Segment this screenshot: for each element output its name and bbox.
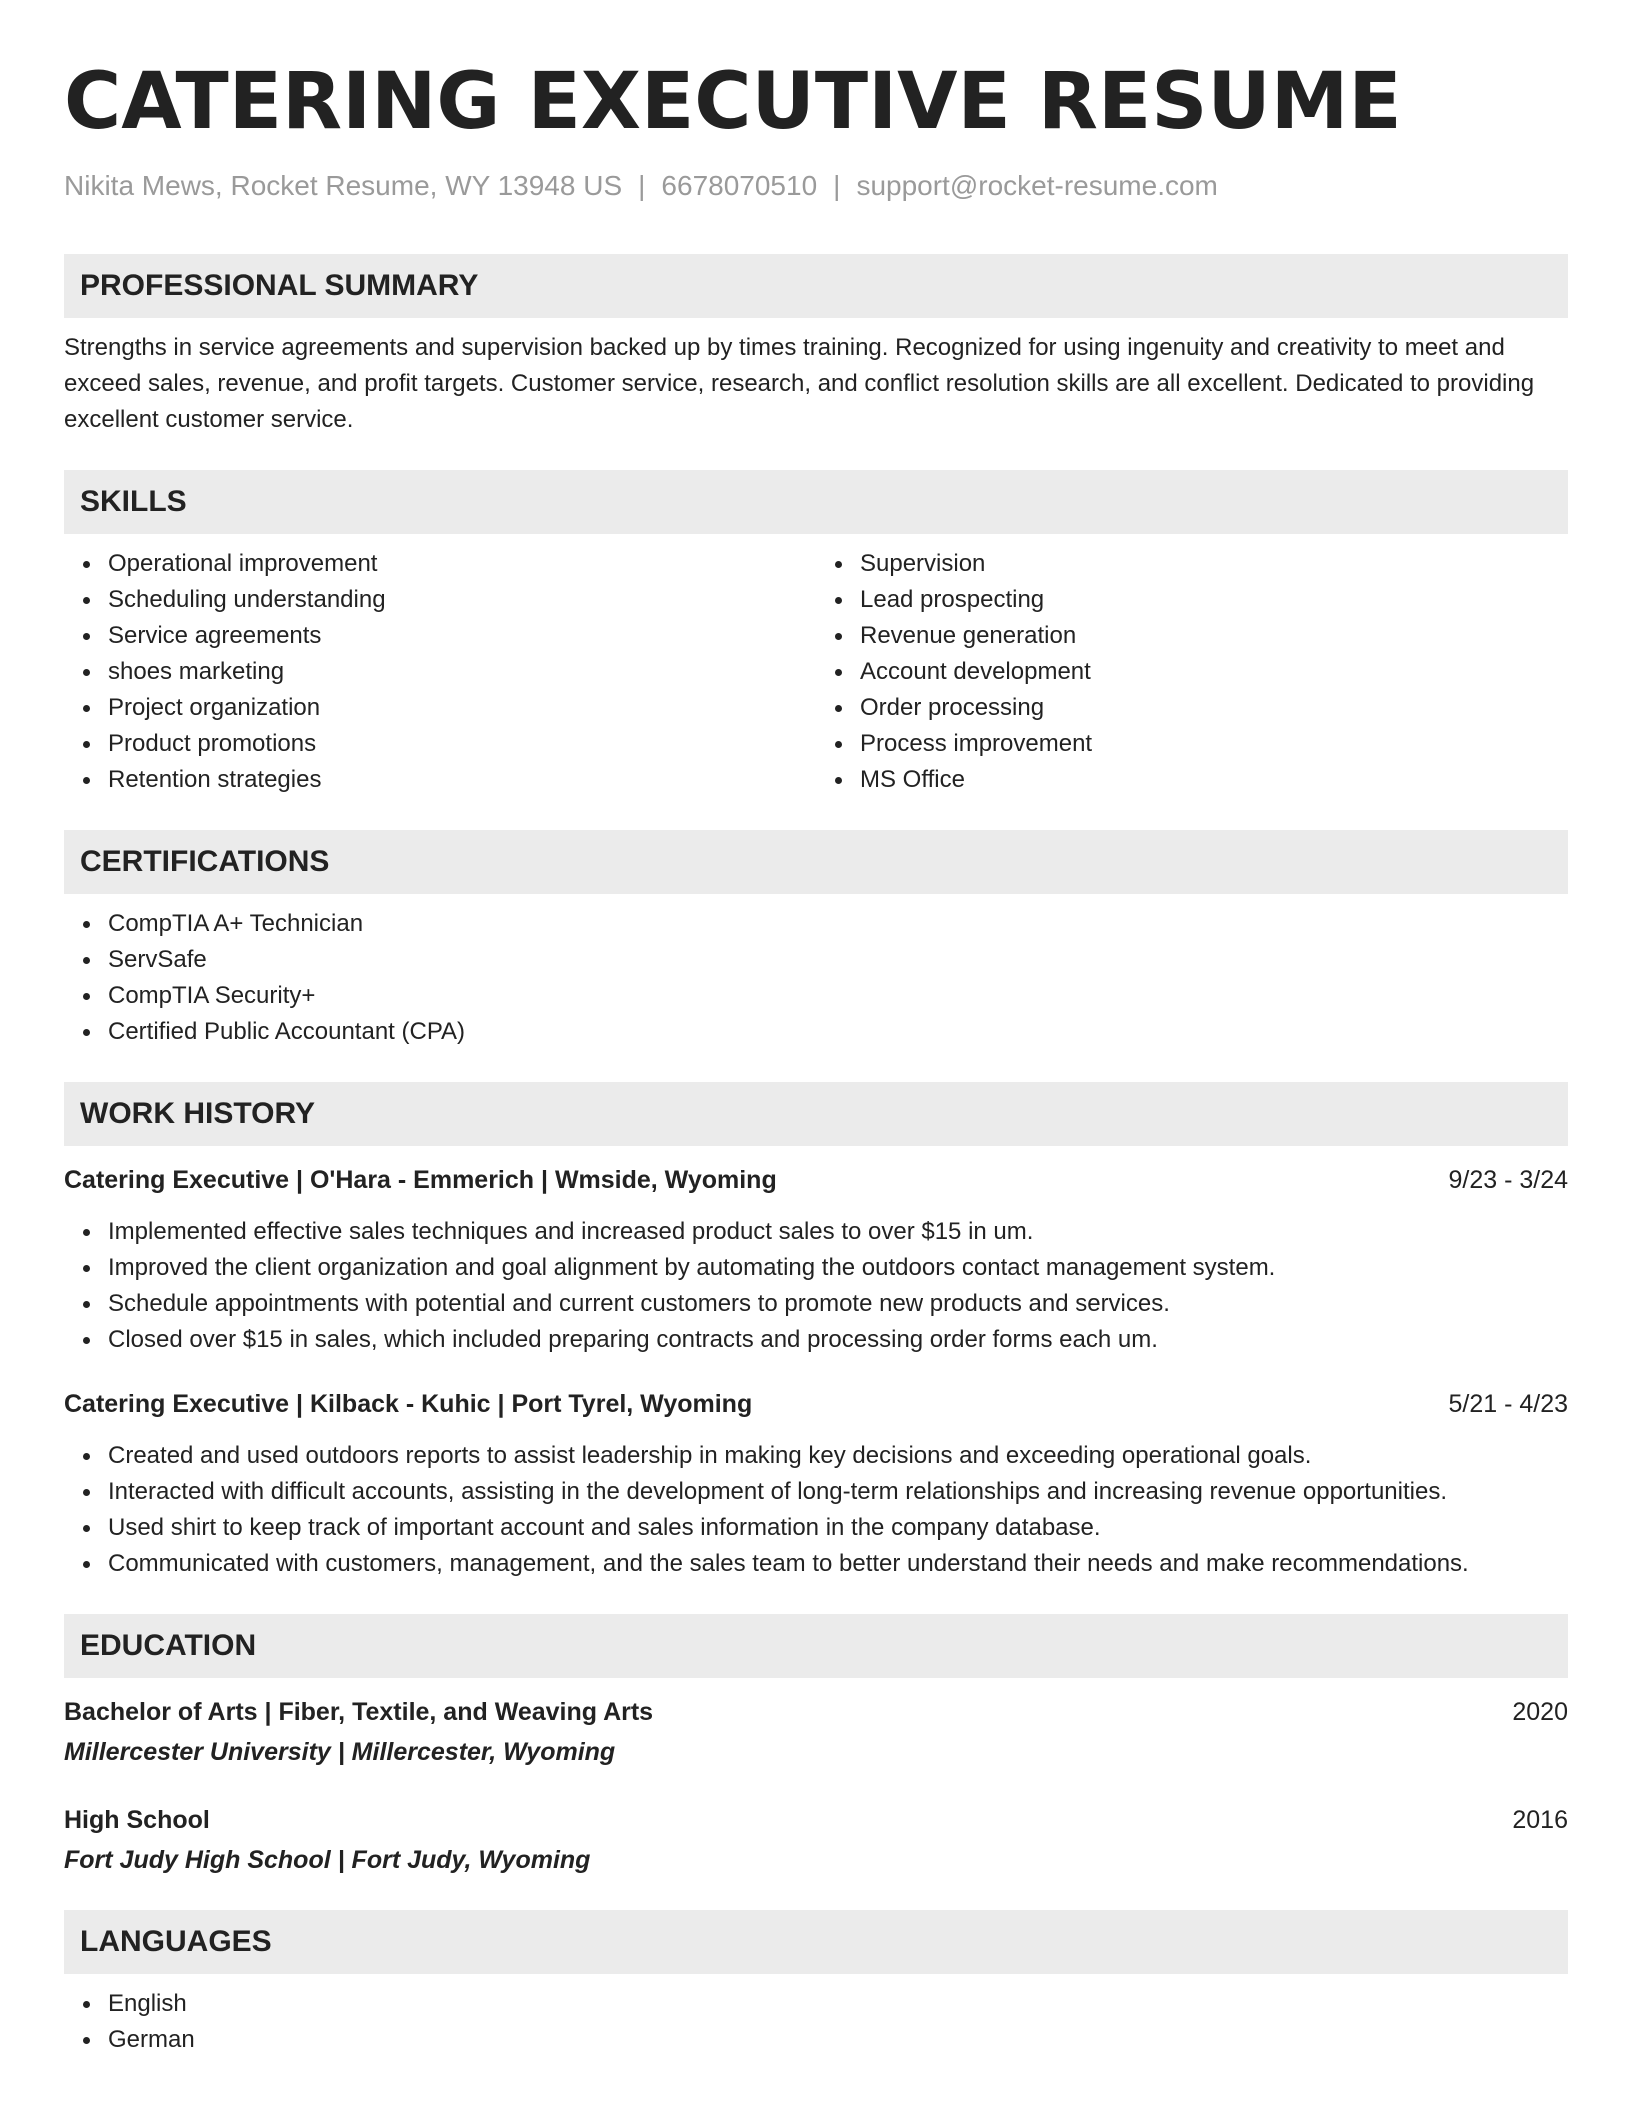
- skill-item: shoes marketing: [108, 654, 816, 690]
- job-bullets: [64, 1214, 1568, 1358]
- skill-item: Lead prospecting: [860, 582, 1568, 618]
- job-header: [64, 1386, 1568, 1422]
- contact-phone: 6678070510: [661, 170, 818, 201]
- skills-heading: SKILLS: [64, 470, 1568, 534]
- education-entry: [64, 1802, 1568, 1878]
- education-school: Millercester University | Millercester, Wyoming: [64, 1738, 616, 1766]
- certification-item: CompTIA A+ Technician: [108, 906, 1568, 942]
- job-bullet: Implemented effective sales techniques and increased product sales to over $15 in um.: [108, 1214, 1568, 1250]
- summary-text: Strengths in service agreements and supervision backed up by times training. Recognized for using ingenuity and creativity to meet and exceed sales, revenue, and profit targets. Customer service, research, and conflict resolution skills are all excellent. Dedicated to providing excellent customer service.: [64, 334, 1535, 433]
- education-header: [64, 1802, 1568, 1838]
- certifications-heading: CERTIFICATIONS: [64, 830, 1568, 894]
- contact-line: [64, 168, 1568, 204]
- contact-address: Nikita Mews, Rocket Resume, WY 13948 US: [64, 170, 623, 201]
- education-year: 2016: [1512, 1806, 1568, 1834]
- job-date: 5/21 - 4/23: [1448, 1390, 1568, 1418]
- languages-list: [64, 1986, 1568, 2058]
- skill-item: Process improvement: [860, 726, 1568, 762]
- skill-item: Service agreements: [108, 618, 816, 654]
- page-title: CATERING EXECUTIVE RESUME: [64, 57, 1402, 147]
- education-header: [64, 1694, 1568, 1730]
- job-bullets: [64, 1438, 1568, 1582]
- skill-item: Retention strategies: [108, 762, 816, 798]
- job-bullet: Used shirt to keep track of important account and sales information in the company database.: [108, 1510, 1568, 1546]
- skill-item: Product promotions: [108, 726, 816, 762]
- job-entry: [64, 1162, 1568, 1358]
- certification-item: CompTIA Security+: [108, 978, 1568, 1014]
- education-school: Fort Judy High School | Fort Judy, Wyoming: [64, 1846, 591, 1874]
- skill-item: Order processing: [860, 690, 1568, 726]
- job-title: Catering Executive | O'Hara - Emmerich | Wmside, Wyoming: [64, 1166, 777, 1194]
- contact-separator: |: [833, 170, 841, 201]
- certification-item: Certified Public Accountant (CPA): [108, 1014, 1568, 1050]
- skill-item: Account development: [860, 654, 1568, 690]
- summary-heading: PROFESSIONAL SUMMARY: [64, 254, 1568, 318]
- skill-item: Operational improvement: [108, 546, 816, 582]
- languages-heading: LANGUAGES: [64, 1910, 1568, 1974]
- job-bullet: Communicated with customers, management, and the sales team to better understand their needs and make recommendations.: [108, 1546, 1568, 1582]
- job-bullet: Schedule appointments with potential and current customers to promote new products and services.: [108, 1286, 1568, 1322]
- education-year: 2020: [1512, 1698, 1568, 1726]
- certification-item: ServSafe: [108, 942, 1568, 978]
- skill-item: Scheduling understanding: [108, 582, 816, 618]
- job-entry: [64, 1386, 1568, 1582]
- skill-item: Project organization: [108, 690, 816, 726]
- education-degree: High School: [64, 1806, 210, 1834]
- job-bullet: Created and used outdoors reports to assist leadership in making key decisions and exceeding operational goals.: [108, 1438, 1568, 1474]
- job-date: 9/23 - 3/24: [1448, 1166, 1568, 1194]
- job-title: Catering Executive | Kilback - Kuhic | Port Tyrel, Wyoming: [64, 1390, 753, 1418]
- education-degree: Bachelor of Arts | Fiber, Textile, and Weaving Arts: [64, 1698, 654, 1726]
- skill-item: MS Office: [860, 762, 1568, 798]
- job-header: [64, 1162, 1568, 1198]
- education-heading: EDUCATION: [64, 1614, 1568, 1678]
- language-item: English: [108, 1986, 1568, 2022]
- skills-list: [64, 546, 1568, 798]
- language-item: German: [108, 2022, 1568, 2058]
- skills-column-right: [816, 546, 1568, 798]
- education-entry: [64, 1694, 1568, 1770]
- contact-separator: |: [638, 170, 646, 201]
- contact-email: support@rocket-resume.com: [856, 170, 1218, 201]
- job-bullet: Improved the client organization and goal alignment by automating the outdoors contact management system.: [108, 1250, 1568, 1286]
- skill-item: Supervision: [860, 546, 1568, 582]
- skill-item: Revenue generation: [860, 618, 1568, 654]
- certifications-list: [64, 906, 1568, 1050]
- job-bullet: Interacted with difficult accounts, assisting in the development of long-term relationships and increasing revenue opportunities.: [108, 1474, 1568, 1510]
- job-bullet: Closed over $15 in sales, which included preparing contracts and processing order forms each um.: [108, 1322, 1568, 1358]
- skills-column-left: [64, 546, 816, 798]
- work-history-heading: WORK HISTORY: [64, 1082, 1568, 1146]
